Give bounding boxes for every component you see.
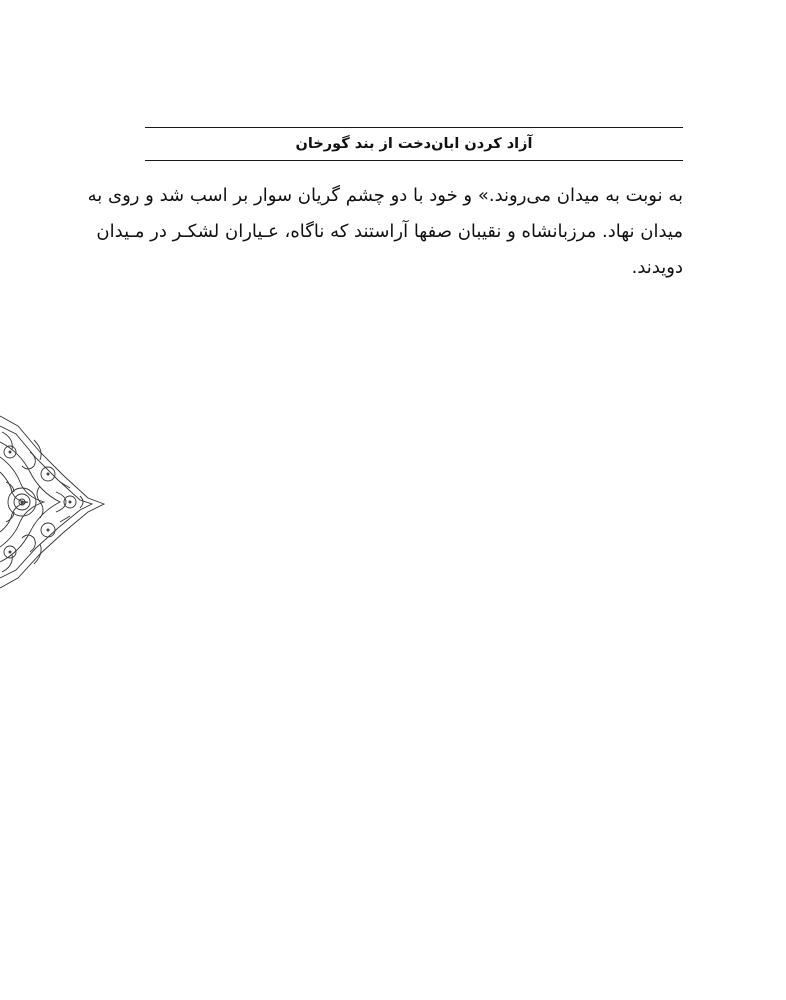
running-header: آزاد کردن ابان‌دخت از بند گورخان <box>295 136 533 152</box>
header-rule-bottom <box>145 160 683 161</box>
arabesque-ornament-icon <box>0 412 106 592</box>
body-line-3: دویدند. <box>631 257 683 278</box>
body-line-1: به نوبت به میدان می‌روند.» و خود با دو چشم گریان سوار بر اسب شد و روی به <box>87 185 683 206</box>
header-rule-top <box>145 127 683 128</box>
body-paragraph <box>87 178 683 286</box>
body-line-2: میدان نهاد. مرزبانشاه و نقیبان صفها آراستند که ناگاه، عـیاران لشکـر در مـیدان <box>96 221 683 242</box>
